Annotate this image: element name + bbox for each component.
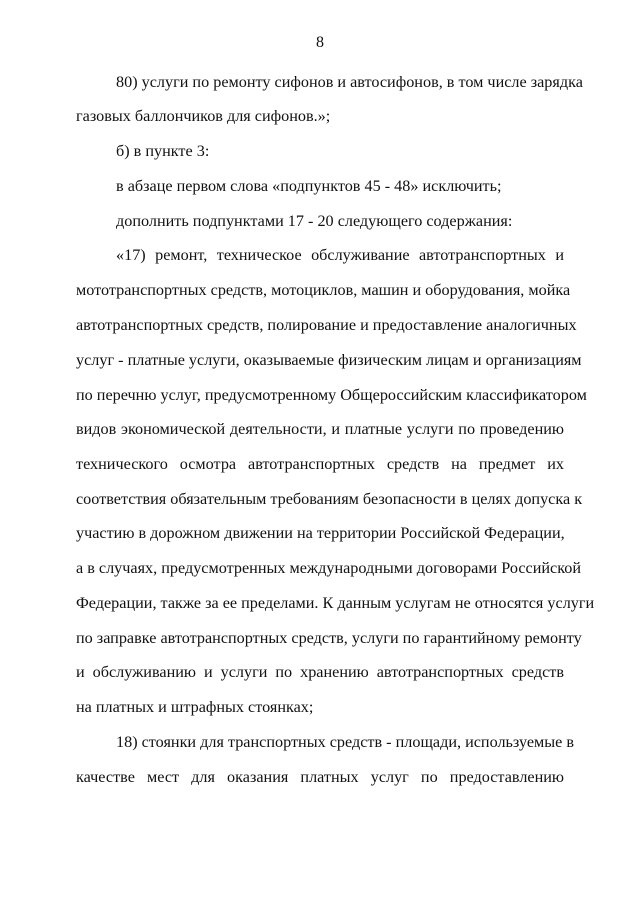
text-line: соответствия обязательным требованиям безопасности в целях допуска к	[76, 490, 583, 508]
text-line: по перечню услуг, предусмотренному Общероссийским классификатором	[76, 386, 587, 404]
text-line: дополнить подпунктами 17 - 20 следующего содержания:	[116, 212, 513, 230]
text-line: качестве мест для оказания платных услуг по предоставлению	[76, 768, 564, 786]
text-line: газовых баллончиков для сифонов.»;	[76, 107, 331, 125]
text-line: участию в дорожном движении на территории Российской Федерации,	[76, 524, 565, 542]
text-line: а в случаях, предусмотренных международными договорами Российской	[76, 559, 582, 577]
text-line: на платных и штрафных стоянках;	[76, 698, 314, 716]
text-line: «17) ремонт, техническое обслуживание автотранспортных и	[116, 246, 564, 264]
text-line: автотранспортных средств, полирование и предоставление аналогичных	[76, 316, 577, 334]
text-line: 18) стоянки для транспортных средств - площади, используемые в	[116, 733, 575, 751]
text-line: б) в пункте 3:	[116, 142, 210, 160]
text-line: 80) услуги по ремонту сифонов и автосифонов, в том числе зарядка	[116, 73, 583, 91]
text-line: мототранспортных средств, мотоциклов, машин и оборудования, мойка	[76, 281, 571, 299]
text-line: в абзаце первом слова «подпунктов 45 - 48» исключить;	[116, 177, 502, 195]
text-line: по заправке автотранспортных средств, услуги по гарантийному ремонту	[76, 629, 582, 647]
text-line: технического осмотра автотранспортных средств на предмет их	[76, 455, 564, 473]
page-number: 8	[316, 34, 324, 51]
text-line: Федерации, также за ее пределами. К данным услугам не относятся услуги	[76, 594, 595, 612]
text-line: видов экономической деятельности, и платные услуги по проведению	[76, 420, 564, 438]
text-line: услуг - платные услуги, оказываемые физическим лицам и организациям	[76, 351, 582, 369]
text-line: и обслуживанию и услуги по хранению автотранспортных средств	[76, 663, 564, 681]
